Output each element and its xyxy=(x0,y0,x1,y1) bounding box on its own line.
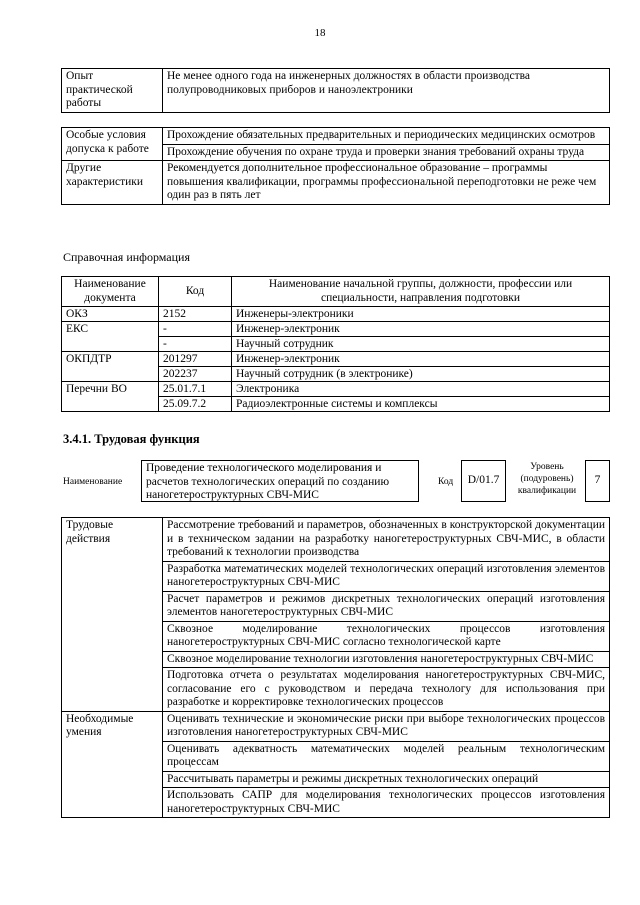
header-code: Код xyxy=(159,277,232,307)
table-row xyxy=(62,322,610,337)
special-conditions-label: Особые условия допуска к работе xyxy=(62,128,163,161)
experience-text: Не менее одного года на инженерных должностях в области производства полупроводниковых приборов и наноэлектроники xyxy=(163,69,610,113)
special-condition-safety: Прохождение обучения по охране труда и проверки знания требований охраны труда xyxy=(163,144,610,161)
experience-row xyxy=(62,69,610,113)
page-number: 18 xyxy=(314,27,326,39)
reference-header-row xyxy=(62,277,610,307)
ref-code: - xyxy=(159,322,232,337)
work-action: Рассмотрение требований и параметров, обозначенных в конструкторской документации и в техническом задании на разработку наногетероструктурных СВЧ-МИС, в области требований к технологии производства xyxy=(163,518,610,562)
ref-doc-vo: Перечни ВО xyxy=(62,382,159,412)
special-conditions-row xyxy=(62,128,610,145)
ref-name: Научный сотрудник (в электронике) xyxy=(232,367,610,382)
work-actions-label: Трудовые действия xyxy=(62,518,163,712)
function-code-value: D/01.7 xyxy=(461,460,506,502)
special-condition-medical: Прохождение обязательных предварительных и периодических медицинских осмотров xyxy=(163,128,610,145)
ref-name: Инженер-электроник xyxy=(232,352,610,367)
qualification-level-label: Уровень (подуровень) квалификации xyxy=(517,462,577,496)
table-row xyxy=(62,518,610,562)
ref-name: Электроника xyxy=(232,382,610,397)
ref-code: 25.09.7.2 xyxy=(159,397,232,412)
ref-name: Инженеры-электроники xyxy=(232,307,610,322)
ref-doc-eks: ЕКС xyxy=(62,322,159,352)
ref-code: 25.01.7.1 xyxy=(159,382,232,397)
function-code-label: Код xyxy=(438,477,454,487)
ref-name: Инженер-электроник xyxy=(232,322,610,337)
required-skills-label: Необходимые умения xyxy=(62,711,163,818)
work-action: Разработка математических моделей технологических операций изготовления элементов наногетероструктурных СВЧ-МИС xyxy=(163,561,610,591)
table-row xyxy=(62,352,610,367)
function-name-value: Проведение технологического моделирования и расчетов технологических операций по созданию наногетероструктурных СВЧ-МИС xyxy=(141,460,419,502)
experience-label: Опыт практической работы xyxy=(62,69,163,113)
ref-code: 202237 xyxy=(159,367,232,382)
experience-table xyxy=(61,68,610,113)
function-heading: 3.4.1. Трудовая функция xyxy=(63,432,200,446)
table-row xyxy=(62,307,610,322)
reference-caption: Справочная информация xyxy=(63,250,190,264)
work-table xyxy=(61,517,610,818)
header-name: Наименование начальной группы, должности, профессии или специальности, направления подготовки xyxy=(232,277,610,307)
required-skill: Оценивать технические и экономические риски при выборе технологических процессов изготовления наногетероструктурных СВЧ-МИС xyxy=(163,711,610,741)
ref-code: - xyxy=(159,337,232,352)
reference-table xyxy=(61,276,610,412)
other-characteristics-label: Другие характеристики xyxy=(62,161,163,205)
other-characteristics-row xyxy=(62,161,610,205)
table-row xyxy=(62,382,610,397)
function-name-label: Наименование xyxy=(63,477,123,487)
work-action: Подготовка отчета о результатах моделирования наногетероструктурных СВЧ-МИС, согласование его с руководством и передача технологу для использования при разработке и корректировке технологических процессов xyxy=(163,668,610,712)
other-characteristics-text: Рекомендуется дополнительное профессиональное образование – программы повышения квалификации, программы профессиональной переподготовки не реже чем один раз в пять лет xyxy=(163,161,610,205)
ref-name: Научный сотрудник xyxy=(232,337,610,352)
ref-code: 201297 xyxy=(159,352,232,367)
work-action: Сквозное моделирование технологии изготовления наногетероструктурных СВЧ-МИС xyxy=(163,651,610,668)
ref-code: 2152 xyxy=(159,307,232,322)
ref-doc-okz: ОКЗ xyxy=(62,307,159,322)
table-row xyxy=(62,711,610,741)
work-action: Сквозное моделирование технологических процессов изготовления наногетероструктурных СВЧ-МИС согласно технологической карте xyxy=(163,621,610,651)
required-skill: Рассчитывать параметры и режимы дискретных технологических операций xyxy=(163,771,610,788)
required-skill: Использовать САПР для моделирования технологических процессов изготовления наногетероструктурных СВЧ-МИС xyxy=(163,788,610,818)
header-doc: Наименование документа xyxy=(62,277,159,307)
conditions-table xyxy=(61,127,610,205)
work-action: Расчет параметров и режимов дискретных технологических операций изготовления элементов наногетероструктурных СВЧ-МИС xyxy=(163,591,610,621)
ref-doc-okpdtr: ОКПДТР xyxy=(62,352,159,382)
ref-name: Радиоэлектронные системы и комплексы xyxy=(232,397,610,412)
required-skill: Оценивать адекватность математических моделей реальным технологическим процессам xyxy=(163,741,610,771)
qualification-level-value: 7 xyxy=(585,460,610,502)
